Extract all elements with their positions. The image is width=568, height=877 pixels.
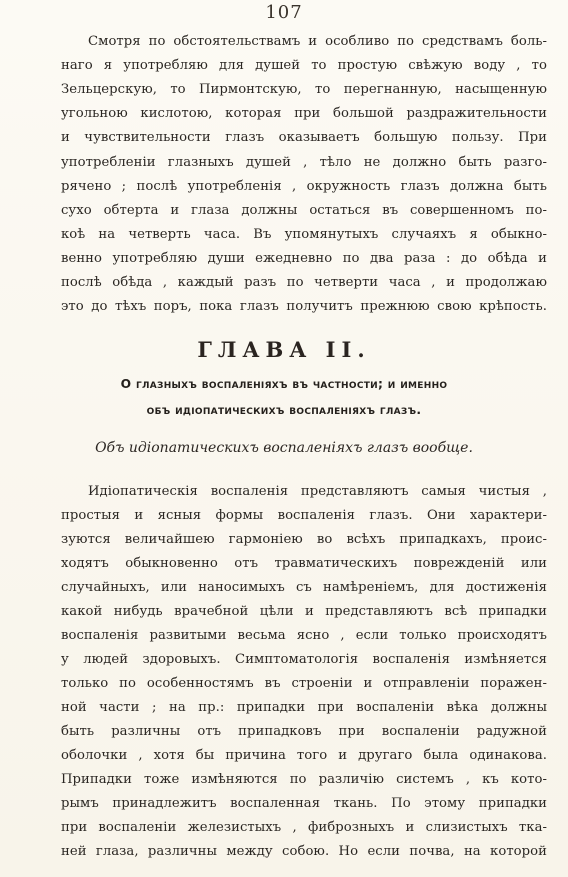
section-heading: Объ идіопатическихъ воспаленіяхъ глазъ вообще. [95, 440, 473, 456]
chapter-title: ГЛАВА II. [197, 337, 371, 362]
chapter-heading-line-1: О глазныхъ воспаленіяхъ въ частности; и именно [120, 377, 448, 391]
text-line: рячено ; послѣ употребленія , окружность глазъ должна быть [61, 179, 547, 194]
text-line: при воспаленіи железистыхъ , фиброзныхъ и слизистыхъ тка- [61, 820, 547, 835]
text-line: рымъ принадлежитъ воспаленная ткань. По этому припадки [61, 796, 547, 811]
text-line: случайныхъ, или наносимыхъ съ намѣреніемъ, для достиженія [61, 580, 547, 595]
text-line: быть различны отъ припадковъ при воспаленіи радужной [61, 724, 547, 739]
text-line: у людей здоровыхъ. Симптоматологія воспаленія измѣняется [61, 652, 547, 667]
text-line: ной части ; на пр.: припадки при воспаленіи вѣка должны [61, 700, 547, 715]
text-line: простыя и ясныя формы воспаленія глазъ. Они характери- [61, 508, 547, 523]
text-line: Припадки тоже измѣняются по различію системъ , къ кото- [61, 772, 547, 787]
text-line: оболочки , хотя бы причина того и другаго была одинакова. [61, 748, 547, 763]
text-line: ходятъ обыкновенно отъ травматическихъ повреждeній или [61, 556, 547, 571]
text-line: зуются величайшею гармоніею во всѣхъ припадкахъ, проис- [61, 532, 547, 547]
text-line: коѣ на четверть часа. Въ упомянутыхъ случаяхъ я обыкно- [61, 227, 547, 242]
text-line: наго я употребляю для душей то простую свѣжую воду , то [61, 58, 547, 73]
text-line: ней глаза, различны между собою. Но если почва, на которой [61, 844, 547, 859]
chapter-heading-line-2: объ идіопатическихъ воспаленіяхъ глазъ. [146, 403, 422, 417]
text-line: воспаленія развитыми весьма ясно , если только происходятъ [61, 628, 547, 643]
text-line: это до тѣхъ поръ, пока глазъ получитъ прежнюю свою крѣпость. [61, 299, 547, 314]
text-line: и чувствительности глазъ оказываетъ большую пользу. При [61, 130, 547, 145]
text-line: только по особенностямъ въ строеніи и отправленіи поражен- [61, 676, 547, 691]
text-line: Смотря по обстоятельствамъ и особливо по средствамъ боль- [88, 34, 547, 49]
text-line: угольною кислотою, которая при большой раздражительности [61, 106, 547, 121]
page-number: 107 [265, 2, 303, 23]
text-line: сухо обтерта и глаза должны остаться въ совершенномъ по- [61, 203, 547, 218]
text-line: Идіопатическія воспаленія представляютъ самыя чистыя , [88, 484, 547, 499]
text-line: употребленіи глазныхъ душей , тѣло не должно быть разго- [61, 155, 547, 170]
text-line: венно употребляю души ежедневно по два раза : до обѣда и [61, 251, 547, 266]
text-line: послѣ обѣда , каждый разъ по четверти часа , и продолжаю [61, 275, 547, 290]
text-line: какой нибудь врачебной цѣли и представляютъ всѣ припадки [61, 604, 547, 619]
text-line: Зельцерскую, то Пирмонтскую, то перегнанную, насыщенную [61, 82, 547, 97]
